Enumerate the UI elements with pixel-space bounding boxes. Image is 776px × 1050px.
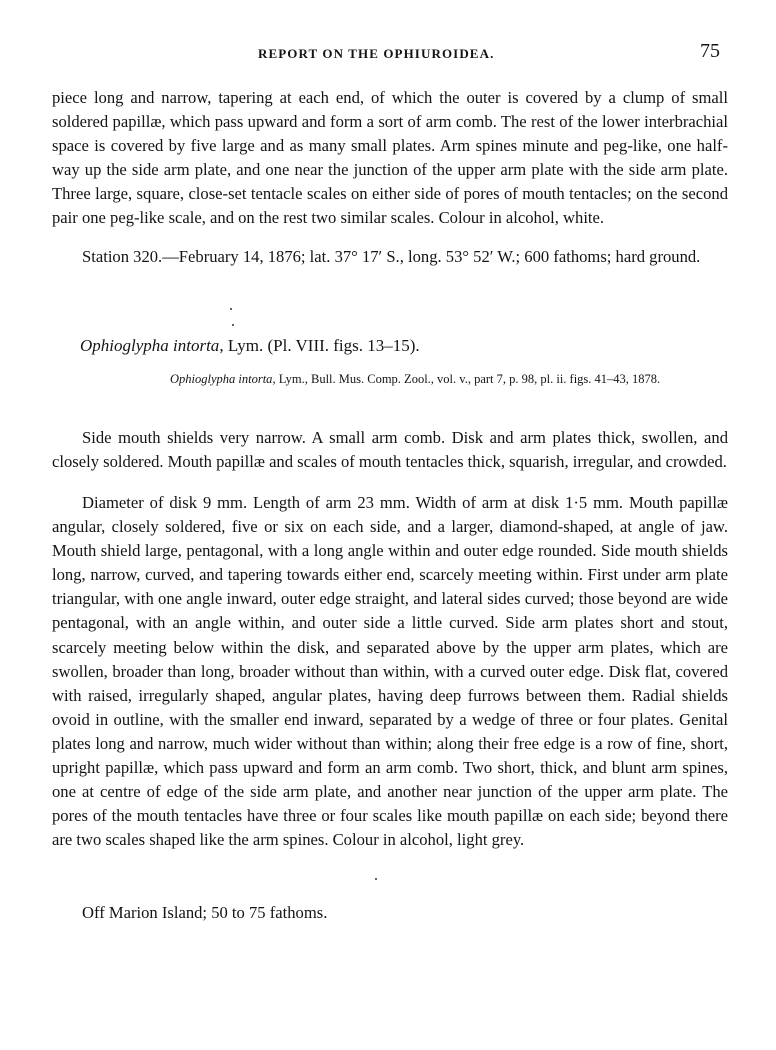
speck-mark bbox=[375, 878, 377, 880]
running-title: REPORT ON THE OPHIUROIDEA. bbox=[258, 46, 495, 61]
locality-paragraph: Off Marion Island; 50 to 75 fathoms. bbox=[82, 903, 328, 922]
reference-text: , Lym., Bull. Mus. Comp. Zool., vol. v., part 7, p. 98, pl. ii. figs. 41–43, 1878. bbox=[272, 372, 661, 386]
speck-mark bbox=[232, 324, 234, 326]
species-heading bbox=[80, 336, 420, 356]
species-authority: , Lym. (Pl. VIII. figs. 13–15). bbox=[219, 336, 420, 355]
species-name: Ophioglypha intorta bbox=[80, 336, 220, 355]
speck-mark bbox=[230, 308, 232, 310]
continuation-paragraph: piece long and narrow, tapering at each end, of which the outer is covered by a clump of small soldered papillæ, which pass upward and form a sort of arm comb. The rest of the lower interbrachial space is covered by five large and as many small plates. Arm spines minute and peg-like, one half-way up the side arm plate, and one near the junction of the upper arm plate with the side arm plate. Three large, square, close-set tentacle scales on either side of pores of mouth tentacles; on the second pair one peg-like scale, and on the rest two similar scales. Colour in alcohol, white. bbox=[52, 88, 728, 228]
diagnosis-paragraph: Side mouth shields very narrow. A small arm comb. Disk and arm plates thick, swollen, and closely soldered. Mouth papillæ and scales of mouth tentacles thick, squarish, irregular, and crowded. bbox=[52, 428, 728, 472]
page-number: 75 bbox=[700, 40, 720, 62]
station-paragraph: Station 320.—February 14, 1876; lat. 37° 17′ S., long. 53° 52′ W.; 600 fathoms; hard ground. bbox=[82, 247, 701, 266]
synonymy-reference bbox=[170, 370, 726, 388]
reference-name: Ophioglypha intorta bbox=[170, 372, 273, 386]
description-paragraph: Diameter of disk 9 mm. Length of arm 23 mm. Width of arm at disk 1·5 mm. Mouth papillæ angular, closely soldered, five or six on each side, and a larger, diamond-shaped, at angle of jaw. Mouth shield large, pentagonal, with a long angle within and outer edge rounded. Side mouth shields long, narrow, curved, and tapering towards either end, scarcely meeting within. First under arm plate triangular, with one angle inward, outer edge straight, and lateral sides curved; those beyond are wide pentagonal, with an angle within, and outer side a little curved. Side arm plates short and stout, scarcely meeting below within the disk, and separated above by the upper arm plates, which are swollen, broader than long, broader without than within, with a curved outer edge. Disk flat, covered with raised, irregularly shaped, angular plates, having deep furrows between them. Radial shields ovoid in outline, with the smaller end inward, separated by a wedge of three or four plates. Genital plates long and narrow, much wider without than within; along their free edge is a row of fine, short, upright papillæ, which pass upward and form an arm comb. Two short, thick, and blunt arm spines, one at centre of edge of the side arm plate, and another near junction of the upper arm plate. The pores of the mouth tentacles have three or four scales like mouth papillæ on each side; beyond there are two scales shaped like the arm spines. Colour in alcohol, light grey. bbox=[52, 493, 728, 850]
